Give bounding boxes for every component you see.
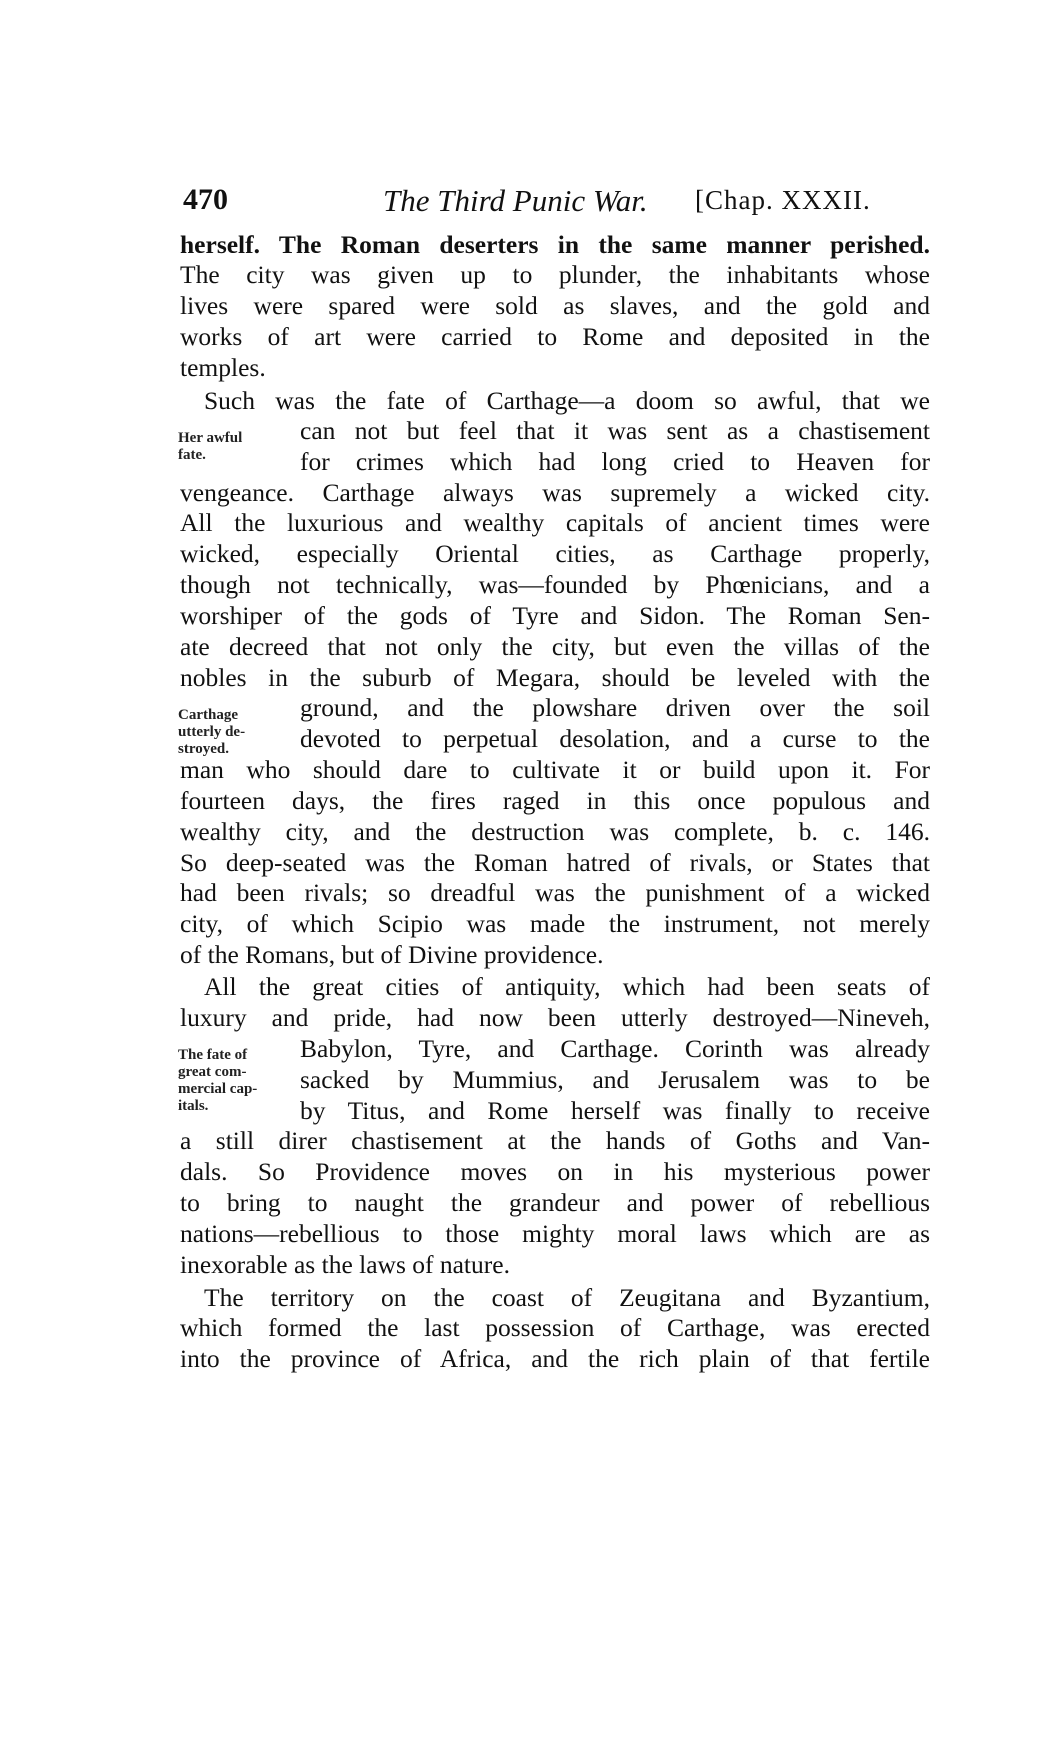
text-line: to bring to naught the grandeur and power of rebellious <box>180 1188 930 1217</box>
text-line: temples. <box>180 353 266 382</box>
text-line: nations—rebellious to those mighty moral laws which are as <box>180 1219 930 1248</box>
text-line: fourteen days, the fires raged in this once populous and <box>180 786 930 815</box>
text-line: The territory on the coast of Zeugitana and Byzantium, <box>204 1283 930 1312</box>
text-line: nobles in the suburb of Megara, should be leveled with the <box>180 663 930 692</box>
text-line: had been rivals; so dreadful was the punishment of a wicked <box>180 878 930 907</box>
text-line: Babylon, Tyre, and Carthage. Corinth was already <box>300 1034 930 1063</box>
text-line: devoted to perpetual desolation, and a curse to the <box>300 724 930 753</box>
text-line: city, of which Scipio was made the instrument, not merely <box>180 909 930 938</box>
margin-note: Carthage utterly de- stroyed. <box>178 707 246 757</box>
text-line: vengeance. Carthage always was supremely a wicked city. <box>180 478 930 507</box>
text-line: a still direr chastisement at the hands of Goths and Van- <box>180 1126 930 1155</box>
text-line: So deep-seated was the Roman hatred of rivals, or States that <box>180 848 930 877</box>
margin-note: Her awful fate. <box>178 430 243 463</box>
page-number: 470 <box>183 183 228 216</box>
text-line: Such was the fate of Carthage—a doom so awful, that we <box>204 386 930 415</box>
text-line: sacked by Mummius, and Jerusalem was to be <box>300 1065 930 1094</box>
text-line: The city was given up to plunder, the inhabitants whose <box>180 260 930 289</box>
text-line: man who should dare to cultivate it or build upon it. For <box>180 755 930 784</box>
text-line: lives were spared were sold as slaves, and the gold and <box>180 291 930 320</box>
text-line: herself. The Roman deserters in the same manner perished. <box>180 230 930 259</box>
chapter-label: [Chap. XXXII. <box>695 185 871 215</box>
text-line: by Titus, and Rome herself was finally to receive <box>300 1096 930 1125</box>
text-line: ate decreed that not only the city, but even the villas of the <box>180 632 930 661</box>
text-line: wealthy city, and the destruction was complete, b. c. 146. <box>180 817 930 846</box>
text-line: All the luxurious and wealthy capitals of ancient times were <box>180 508 930 537</box>
text-line: All the great cities of antiquity, which had been seats of <box>204 972 930 1001</box>
text-line: luxury and pride, had now been utterly destroyed—Nineveh, <box>180 1003 930 1032</box>
text-line: ground, and the plowshare driven over the soil <box>300 693 930 722</box>
text-line: inexorable as the laws of nature. <box>180 1250 510 1279</box>
text-line: though not technically, was—founded by Phœnicians, and a <box>180 570 930 599</box>
text-line: into the province of Africa, and the rich plain of that fertile <box>180 1344 930 1373</box>
running-title: The Third Punic War. <box>383 183 648 218</box>
text-line: wicked, especially Oriental cities, as Carthage properly, <box>180 539 930 568</box>
text-line: can not but feel that it was sent as a chastisement <box>300 416 930 445</box>
text-line: which formed the last possession of Carthage, was erected <box>180 1313 930 1342</box>
text-line: dals. So Providence moves on in his mysterious power <box>180 1157 930 1186</box>
text-line: of the Romans, but of Divine providence. <box>180 940 604 969</box>
text-line: works of art were carried to Rome and deposited in the <box>180 322 930 351</box>
running-header <box>183 183 928 225</box>
margin-note: The fate of great com- mercial cap- itals. <box>178 1047 258 1114</box>
text-line: worshiper of the gods of Tyre and Sidon. The Roman Sen- <box>180 601 930 630</box>
text-line: for crimes which had long cried to Heaven for <box>300 447 930 476</box>
